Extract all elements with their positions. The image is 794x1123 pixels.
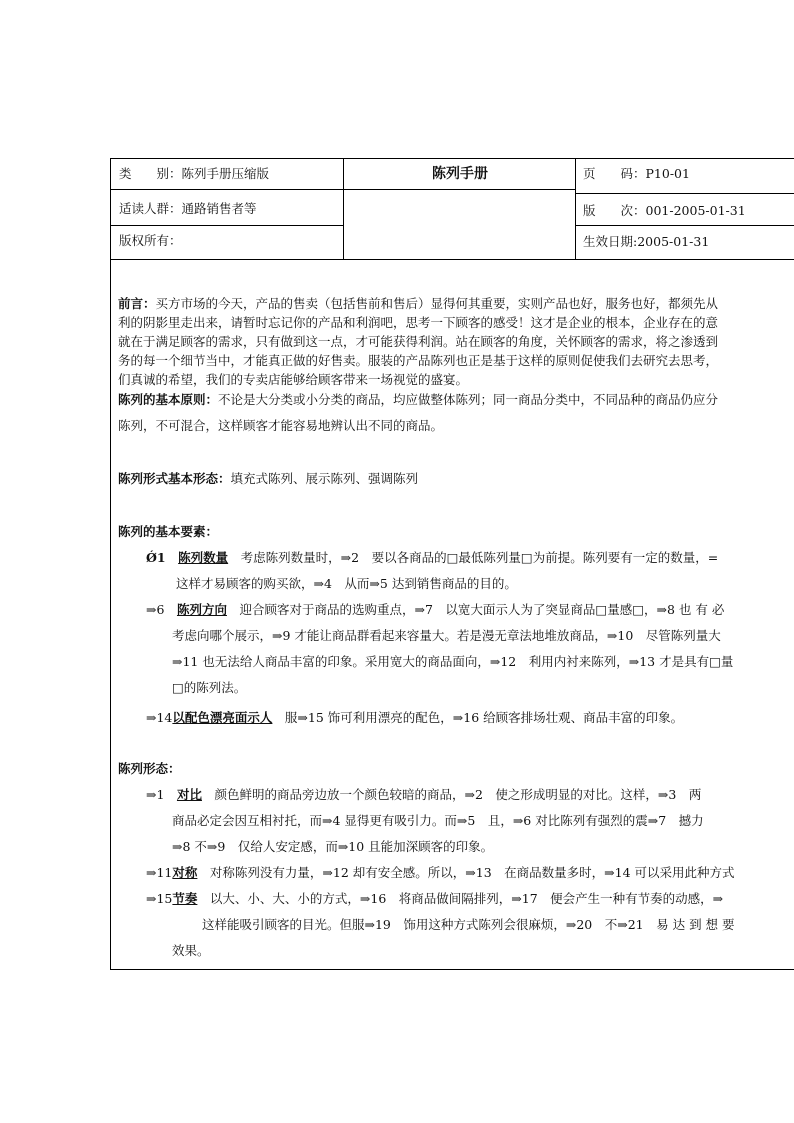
header-row-line [575,225,794,226]
header-row-line [575,193,794,194]
version-field: 版 次：001-2005-01-31 [583,203,746,218]
display-form-title: 对比 [176,787,202,802]
element-title: 以配色漂亮面示人 [172,710,273,725]
display-form-title: 对称 [172,865,198,880]
preface-line: 利的阴影里走出来，请暂时忘记你的产品和利润吧，思考一下顾客的感受！这才是企业的根本，企业存在的意 [118,315,719,330]
forms-basic-label: 陈列形式基本形态： [118,471,231,486]
element-line: ⇒11 也无法给人商品丰富的印象。采用宽大的商品面向，⇒12 利用内衬来陈列，⇒13 才是具有□量 [172,654,734,669]
header-table [111,159,794,260]
display-form-line: 商品必定会因互相衬托，而⇒4 显得更有吸引力。而⇒5 且，⇒6 对比陈列有强烈的震⇒7 撼力 [172,813,704,828]
display-form-item: ⇒11对称 对称陈列没有力量，⇒12 却有安全感。所以，⇒13 在商品数量多时，⇒14 可以采用此种方式 [146,865,735,880]
category-field: 类 别：陈列手册压缩版 [119,166,270,181]
forms-basic-line: 陈列形式基本形态：填充式陈列、展示陈列、强调陈列 [118,471,419,486]
preface-line: 务的每一个细节当中，才能真正做的好售卖。服装的产品陈列也正是基于这样的原则促使我们去研究去思考， [118,353,719,368]
display-form-title: 节奏 [172,891,198,906]
display-form-item: ⇒1 对比 颜色鲜明的商品旁边放一个颜色较暗的商品，⇒2 使之形成明显的对比。这样，⇒3 两 [146,787,702,802]
display-form-line: ⇒8 不⇒9 仅给人安定感，而⇒10 且能加深顾客的印象。 [172,839,494,854]
preface-line: 就在于满足顾客的需求，只有做到这一点，才可能获得利润。站在顾客的角度，关怀顾客的需求，将之渗透到 [118,334,719,349]
principle-line: 陈列，不可混合，这样顾客才能容易地辨认出不同的商品。 [118,418,444,433]
element-item: ⇒14以配色漂亮面示人 服⇒15 饰可利用漂亮的配色，⇒16 给顾客排场壮观、商品丰富的印象。 [146,710,684,725]
principle-line: 陈列的基本原则：不论是大分类或小分类的商品，均应做整体陈列；同一商品分类中，不同品种的商品仍应分 [118,392,719,407]
display-forms-heading: 陈列形态： [118,761,181,776]
element-title: 陈列数量 [178,550,229,565]
preface-line: 前言：买方市场的今天，产品的售卖（包括售前和售后）显得何其重要，实则产品也好，服务也好，都须先从 [118,296,719,311]
header-row-line [111,225,343,226]
principle-label: 陈列的基本原则： [118,392,219,407]
element-line: 考虑向哪个展示，⇒9 才能让商品群看起来容量大。若是漫无章法地堆放商品，⇒10 尽管陈列量大 [172,628,721,643]
element-item: Ǿ1 陈列数量 考虑陈列数量时，⇒2 要以各商品的□最低陈列量□为前提。陈列要有一定的数量，= [146,550,719,565]
document-title: 陈列手册 [432,166,488,182]
display-form-line: 效果。 [172,943,210,958]
header-row-line [111,189,343,190]
copyright-field: 版权所有： [119,233,182,248]
display-form-item: ⇒15节奏 以大、小、大、小的方式，⇒16 将商品做间隔排列，⇒17 便会产生一种有节奏的动感，⇒ [146,891,724,906]
elements-heading: 陈列的基本要素： [118,524,219,539]
page-number-field: 页 码：P10-01 [583,166,690,181]
preface-label: 前言： [118,296,156,311]
element-title: 陈列方向 [176,602,227,617]
header-row-line [343,189,575,190]
display-form-line: 这样能吸引顾客的目光。但服⇒19 饰用这种方式陈列会很麻烦，⇒20 不⇒21 易 达 到 想 要 [202,917,735,932]
element-line: □的陈列法。 [172,680,247,695]
preface-line: 们真诚的希望，我们的专卖店能够给顾客带来一场视觉的盛宴。 [118,372,469,387]
effective-date-field: 生效日期:2005-01-31 [583,234,710,249]
element-item: ⇒6 陈列方向 迎合顾客对于商品的选购重点，⇒7 以宽大面示人为了突显商品□量感□，⇒8 也 有 必 [146,602,725,617]
readers-field: 适读人群：通路销售者等 [119,201,257,216]
element-line: 这样才易顾客的购买欲，⇒4 从而⇒5 达到销售商品的目的。 [176,576,517,591]
